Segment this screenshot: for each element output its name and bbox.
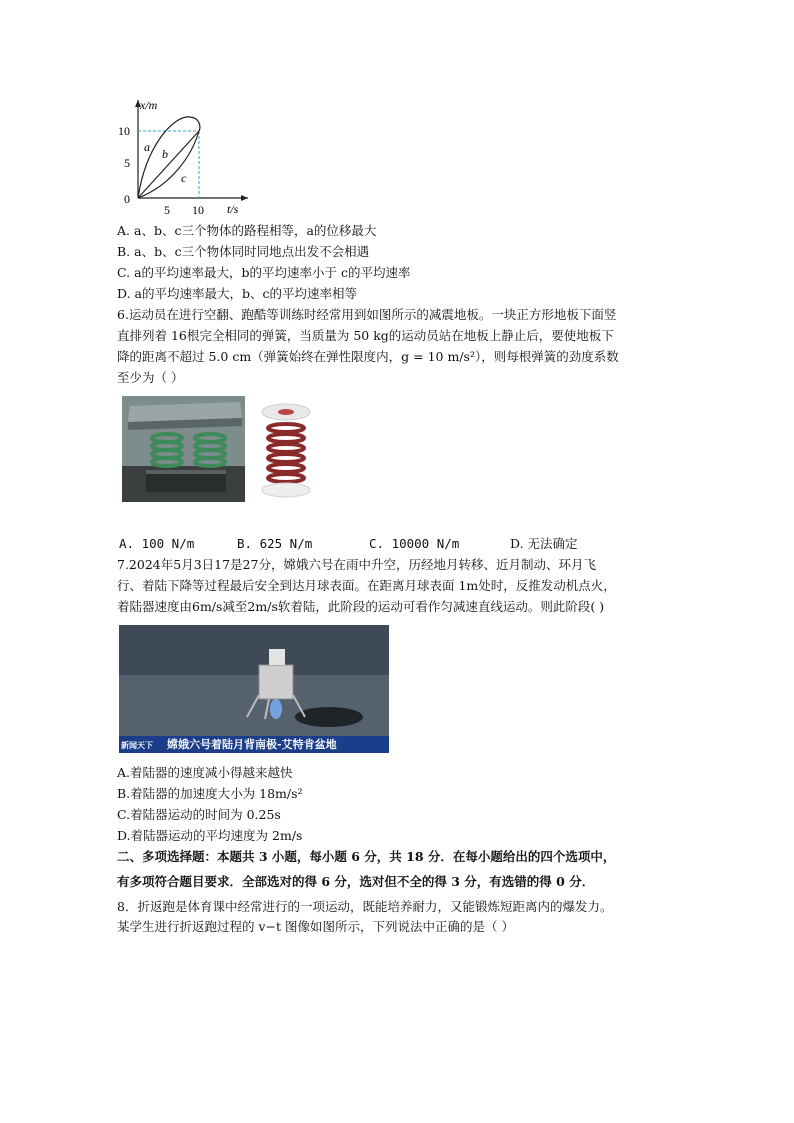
x-tick: 5 bbox=[164, 203, 170, 217]
curve-label: a bbox=[144, 140, 150, 154]
q5-option-a: A. a、b、c三个物体的路程相等，a的位移最大 bbox=[117, 223, 377, 238]
q5-option-b: B. a、b、c三个物体同时同地点出发不会相遇 bbox=[117, 244, 370, 259]
curve-label: c bbox=[181, 171, 187, 185]
y-tick: 5 bbox=[124, 156, 130, 170]
q7-option-c: C.着陆器运动的时间为 0.25s bbox=[117, 807, 281, 822]
shock-floor-photo bbox=[122, 396, 245, 502]
q6-line-2: 直排列着 16根完全相同的弹簧，当质量为 50 kg的运动员站在地板上静止后，要使地板下 bbox=[117, 328, 614, 343]
q6-line-3: 降的距离不超过 5.0 cm（弹簧始终在弹性限度内，g = 10 m/s²），则每根弹簧的劲度系数 bbox=[117, 349, 619, 364]
image-logo: 新闻天下 bbox=[121, 741, 153, 750]
q8-line-2: 某学生进行折返跑过程的 v−t 图像如图所示，下列说法中正确的是（ ） bbox=[117, 919, 514, 934]
lander-photo bbox=[119, 625, 389, 753]
q7-option-b: B.着陆器的加速度大小为 18m/s² bbox=[117, 786, 303, 801]
spring-photo bbox=[250, 400, 322, 500]
section2-line-2: 有多项符合题目要求．全部选对的得 6 分，选对但不全的得 3 分，有选错的得 0 分． bbox=[117, 874, 595, 889]
q7-line-1: 7.2024年5月3日17是27分，嫦娥六号在雨中升空，历经地月转移、近月制动、环月飞 bbox=[117, 557, 596, 572]
q6-option-d: D. 无法确定 bbox=[510, 536, 578, 551]
q6-line-1: 6.运动员在进行空翻、跑酷等训练时经常用到如图所示的减震地板。一块正方形地板下面竖 bbox=[117, 307, 617, 322]
q6-option-b: B. 625 N/m bbox=[237, 536, 313, 551]
x-tick: 10 bbox=[192, 203, 204, 217]
q7-option-a: A.着陆器的速度减小得越来越快 bbox=[117, 765, 293, 780]
image-caption: 嫦娥六号着陆月背南极-艾特肯盆地 bbox=[167, 738, 337, 751]
section2-line-1: 二、多项选择题：本题共 3 小题，每小题 6 分，共 18 分．在每小题给出的四个选项中， bbox=[117, 849, 616, 864]
curve-label: b bbox=[162, 147, 168, 161]
q5-option-c: C. a的平均速率最大，b的平均速率小于 c的平均速率 bbox=[117, 265, 411, 280]
q5-option-d: D. a的平均速率最大，b、c的平均速率相等 bbox=[117, 286, 358, 301]
y-tick: 0 bbox=[124, 192, 130, 206]
q7-line-2: 行、着陆下降等过程最后安全到达月球表面。在距离月球表面 1m处时，反推发动机点火， bbox=[117, 578, 616, 593]
y-axis-label: x/m bbox=[140, 98, 158, 112]
x-t-graph bbox=[112, 95, 252, 220]
q6-option-a: A. 100 N/m bbox=[119, 536, 195, 551]
y-tick: 10 bbox=[118, 124, 130, 138]
q6-line-4: 至少为（ ） bbox=[117, 370, 184, 385]
q8-line-1: 8．折返跑是体育课中经常进行的一项运动，既能培养耐力，又能锻炼短距离内的爆发力。 bbox=[117, 899, 613, 914]
q7-option-d: D.着陆器运动的平均速度为 2m/s bbox=[117, 828, 303, 843]
q6-option-c: C. 10000 N/m bbox=[369, 536, 460, 551]
x-axis-label: t/s bbox=[227, 202, 239, 216]
q7-line-3: 着陆器速度由6m/s减至2m/s软着陆，此阶段的运动可看作匀减速直线运动。则此阶段( ) bbox=[117, 599, 605, 614]
